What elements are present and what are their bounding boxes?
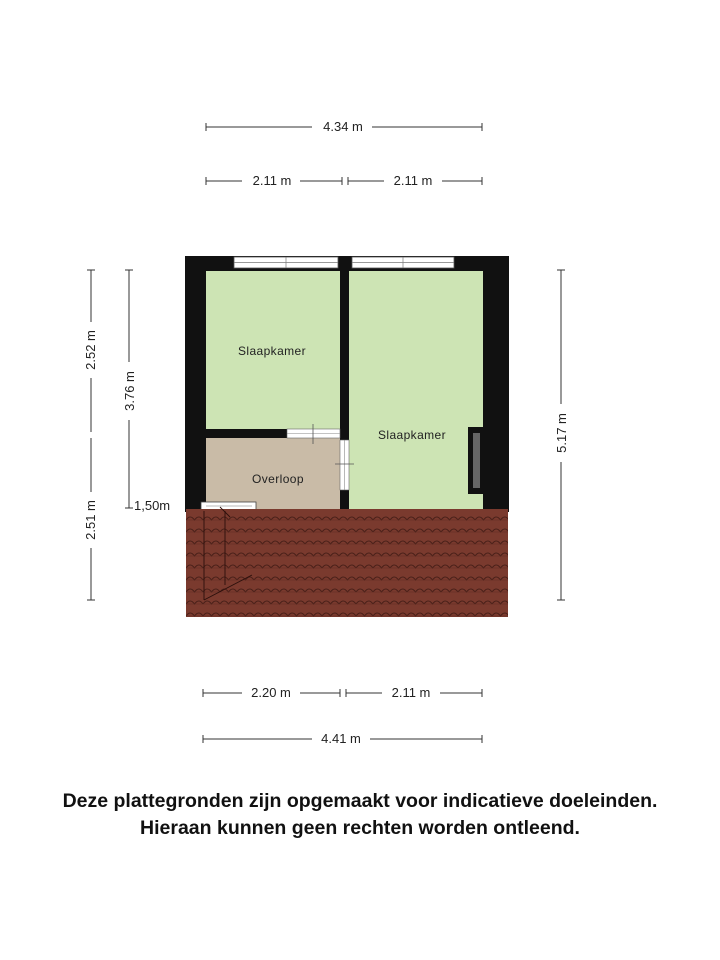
room-label-landing: Overloop	[252, 472, 304, 486]
dimension-label: 2.11 m	[391, 685, 431, 700]
dimension-label: 4.41 m	[321, 731, 361, 746]
dimension-bottom-left	[203, 685, 340, 700]
dimension-left-upper	[83, 270, 98, 432]
dimension-top-left	[206, 173, 342, 188]
dimension-label: 2.52 m	[83, 330, 98, 370]
roof-tiles	[186, 509, 508, 617]
dimension-bottom-total	[203, 731, 482, 746]
room-label-bedroom-left: Slaapkamer	[237, 344, 307, 358]
dimension-label: 2.11 m	[252, 173, 292, 188]
window-top-left	[234, 257, 338, 268]
knee-wall-label: 1,50m	[134, 498, 171, 513]
dimension-label: 2.51 m	[83, 500, 98, 540]
window-top-right	[352, 257, 454, 268]
disclaimer-line-2: Hieraan kunnen geen rechten worden ontleend.	[140, 817, 580, 839]
dimension-label: 4.34 m	[323, 119, 363, 134]
dimension-label: 5.17 m	[554, 413, 569, 453]
chimney-flue	[473, 433, 480, 488]
dimension-label: 2.20 m	[251, 685, 291, 700]
dimension-left-lower	[83, 438, 98, 600]
disclaimer-line-1: Deze plattegronden zijn opgemaakt voor indicatieve doeleinden.	[62, 790, 658, 812]
dimension-bottom-right	[346, 685, 482, 700]
dimension-top-total	[206, 119, 482, 134]
room-bedroom-right	[349, 271, 483, 511]
dimension-label: 3.76 m	[122, 371, 137, 411]
dimension-label: 2.11 m	[393, 173, 433, 188]
room-label-bedroom-right: Slaapkamer	[377, 428, 447, 442]
dimension-top-right	[348, 173, 482, 188]
dimension-right-total	[554, 270, 569, 600]
dimension-left-inner	[122, 270, 137, 508]
